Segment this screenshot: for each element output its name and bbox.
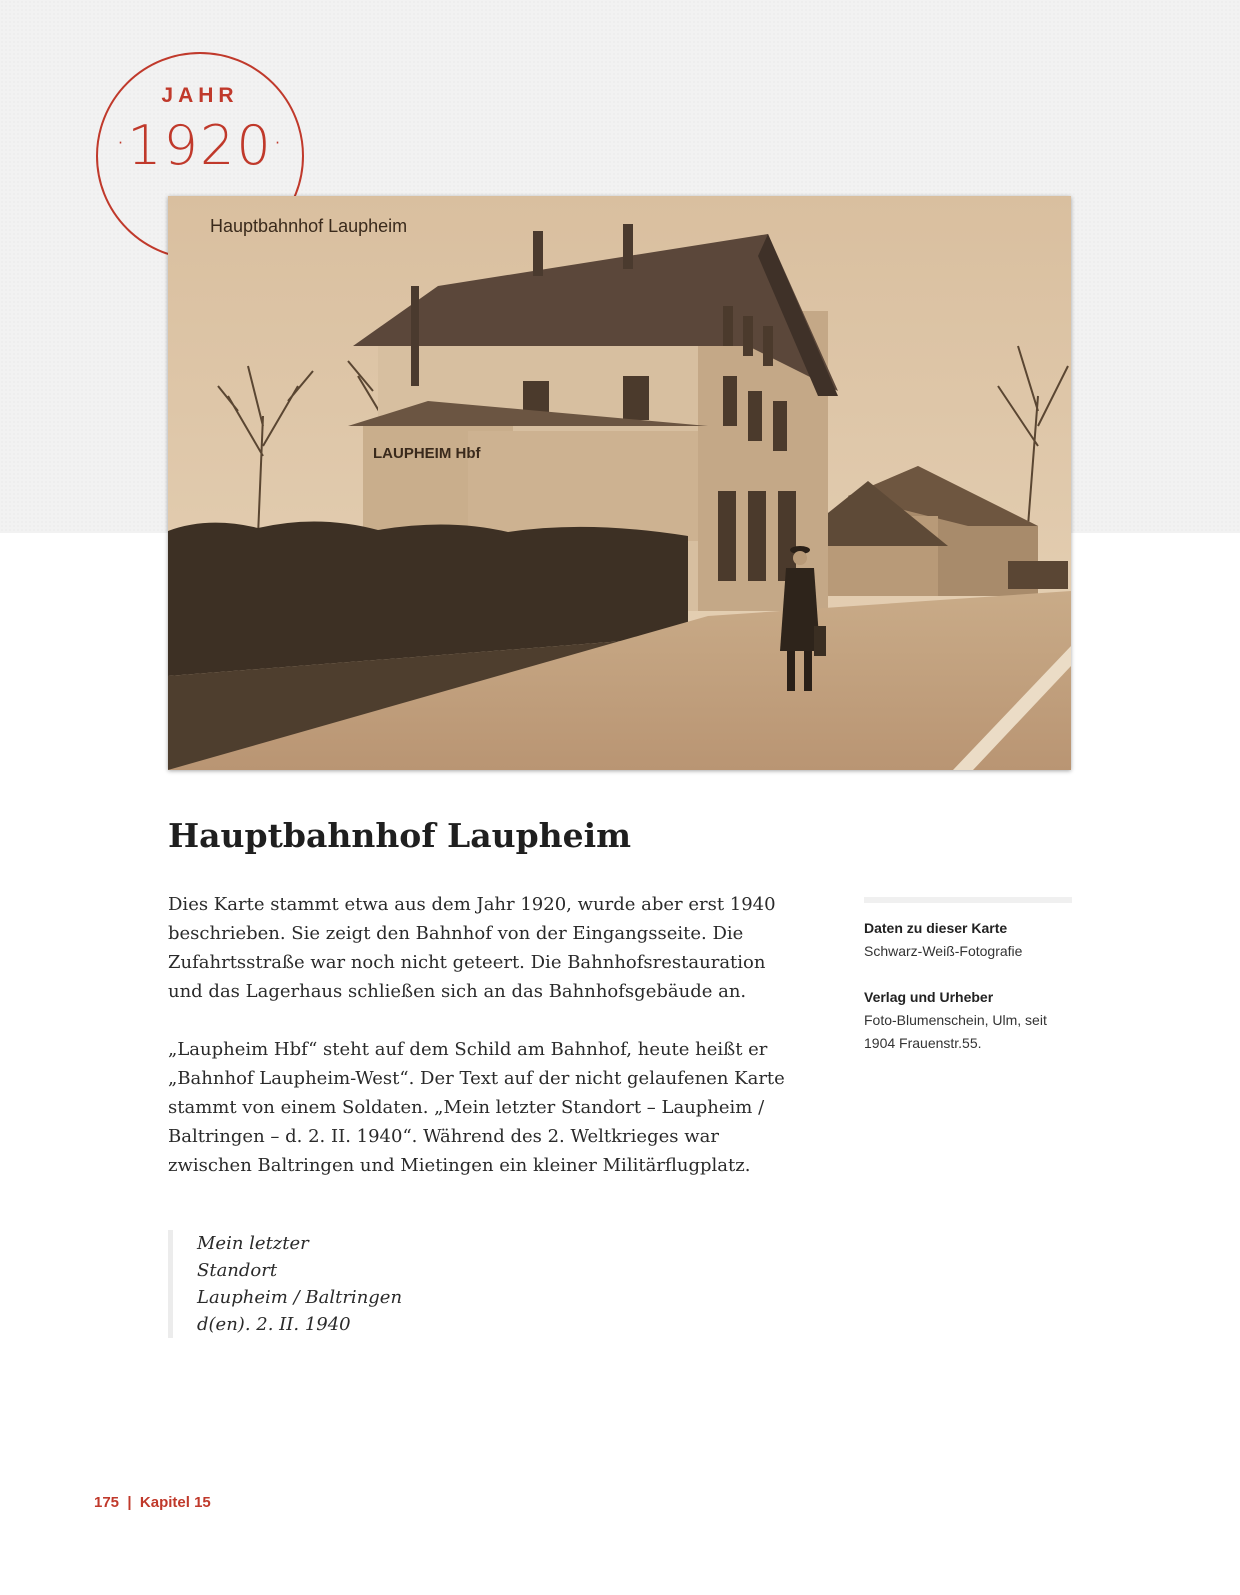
stamp-year-row [98,114,302,177]
stamp-year: 1920 [127,114,273,177]
stamp-label: JAHR [161,84,239,107]
card-details-sidebar [864,897,1072,1078]
article-title: Hauptbahnhof Laupheim [168,816,632,855]
station-illustration [168,196,1071,770]
footer-separator: | [119,1494,140,1511]
paragraph-1: Dies Karte stammt etwa aus dem Jahr 1920, wurde aber erst 1940 beschrieben. Sie zeigt den Bahnhof von der Eingangsseite. Die Zufahrtsstraße war noch nicht geteert. Die Bahnhofsrestauration und das Lagerhaus schließen sich an das Bahnhofsgebäude an. [168,894,776,1002]
quote-line: d(en). 2. II. 1940 [197,1314,351,1335]
chimney-2 [623,224,633,269]
sidebar-value-data: Schwarz-Weiß-Fotografie [864,943,1023,959]
postcard-photo [168,196,1071,770]
sidebar-label-publisher: Verlag und Urheber [864,989,994,1005]
paragraph-2: „Laupheim Hbf“ steht auf dem Schild am Bahnhof, heute heißt er „Bahnhof Laupheim-West“. Der Text auf der nicht gelaufenen Karte stammt von einem Soldaten. „Mein letzter Standort – Laupheim / Baltringen – d. 2. II. 1940“. Während des 2. Weltkrieges war zwischen Baltringen und Mietingen ein kleiner Militärflugplatz. [168,1039,785,1176]
page-number: 175 [94,1494,120,1511]
station-sign: LAUPHEIM Hbf [373,445,481,462]
rail-wagon [1008,561,1068,589]
quote-line: Mein letzter [197,1233,309,1254]
sidebar-label-data: Daten zu dieser Karte [864,920,1008,936]
quote-line: Standort [197,1260,278,1281]
stovepipe [411,286,419,386]
front-wing-right [468,431,698,541]
chapter-label: Kapitel 15 [139,1494,211,1511]
stamp-dot-left: · [115,125,128,161]
chimney-1 [533,231,543,276]
handwritten-quote [168,1230,597,1338]
article-body [168,890,798,1209]
stamp-dot-right: · [272,125,285,161]
quote-line: Laupheim / Baltringen [197,1287,403,1308]
postcard-caption: Hauptbahnhof Laupheim [210,216,408,236]
sidebar-value-publisher: Foto-Blumenschein, Ulm, seit 1904 Frauenstr.55. [864,1012,1047,1051]
page-footer [94,1494,211,1511]
